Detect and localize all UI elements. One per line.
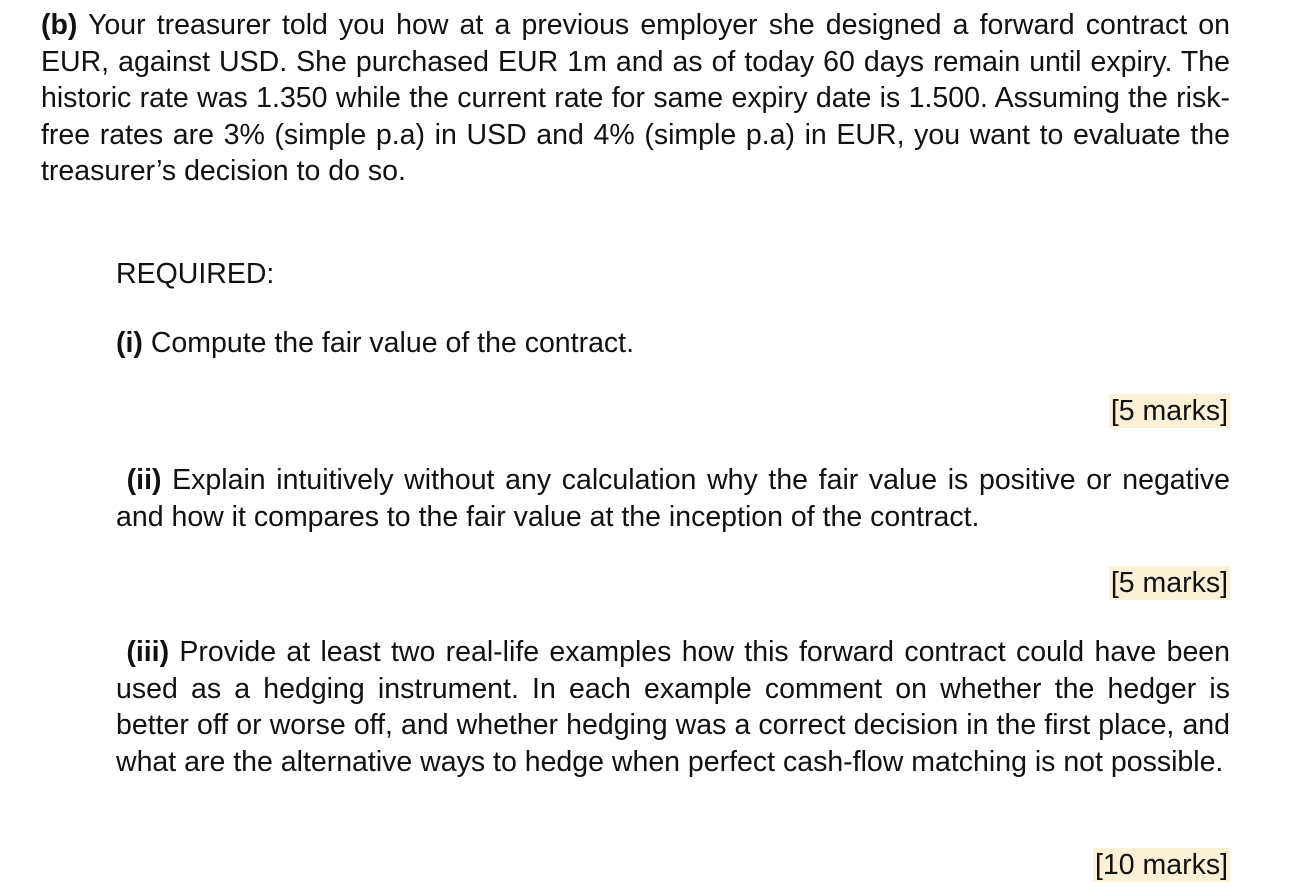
question-i-text: Compute the fair value of the contract. <box>150 327 635 359</box>
intro-label: (b) <box>41 9 78 41</box>
question-iii-label: (iii) <box>126 636 170 668</box>
intro-paragraph <box>41 7 1230 190</box>
question-ii-label: (ii) <box>126 464 162 496</box>
question-i-label: (i) <box>116 327 143 359</box>
question-ii-text: Explain intuitively without any calculation why the fair value is positive or negative and how it compares to the fair value at the inception of the contract. <box>116 464 1231 533</box>
question-iii <box>116 634 1230 780</box>
question-iii-marks: [10 marks] <box>1094 849 1228 881</box>
intro-text: Your treasurer told you how at a previous employer she designed a forward contract on EUR, against USD. She purchased EUR 1m and as of today 60 days remain until expiry. The historic rate was 1.350 while the current rate for same expiry date is 1.500. Assuming the risk-free rates are 3% (simple p.a) in USD and 4% (simple p.a) in EUR, you want to evaluate the treasurer’s decision to do so. <box>41 9 1230 187</box>
required-heading: REQUIRED: <box>116 258 275 290</box>
question-i <box>116 325 1230 362</box>
question-ii <box>116 462 1230 535</box>
question-i-marks: [5 marks] <box>1110 395 1228 427</box>
question-iii-text: Provide at least two real-life examples how this forward contract could have been used as a hedging instrument. In each example comment on whether the hedger is better off or worse off, and whether hedging was a correct decision in the first place, and what are the alternative ways to hedge when perfect cash-flow matching is not possible. <box>116 636 1230 778</box>
question-ii-marks: [5 marks] <box>1110 567 1228 599</box>
